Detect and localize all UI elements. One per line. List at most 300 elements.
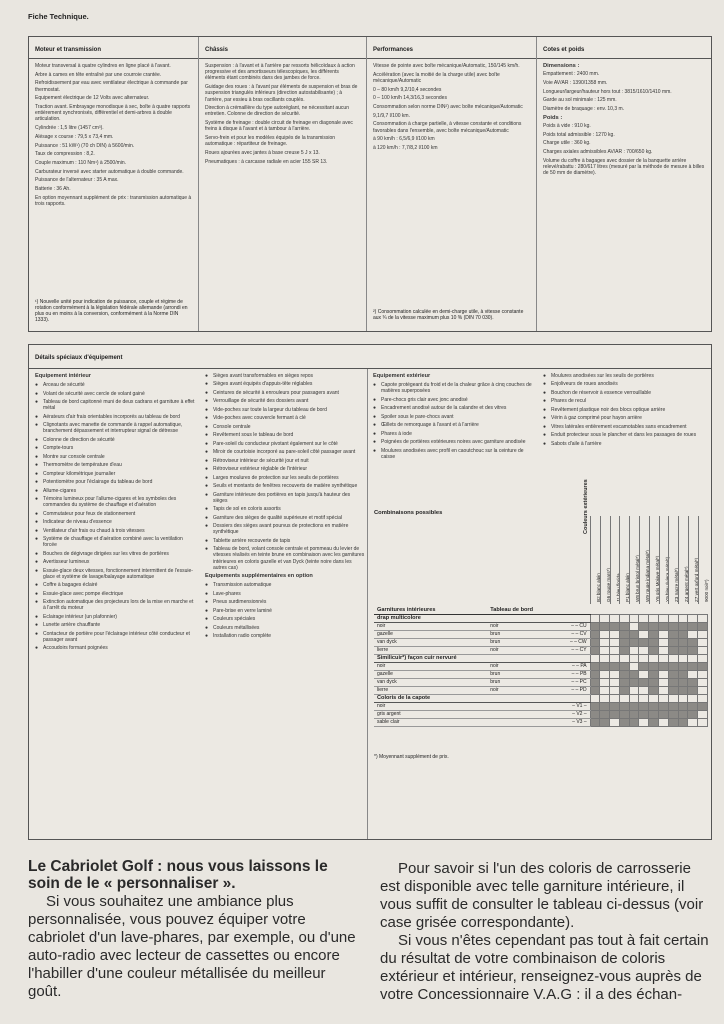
spec-line: Taux de compression : 8,2. [35, 151, 95, 158]
availability-cell [600, 670, 610, 678]
availability-cell [659, 638, 669, 646]
dash-value: noir [487, 686, 549, 694]
combination-code: – – PB [549, 670, 590, 678]
availability-cell [668, 686, 678, 694]
availability-cell [629, 702, 639, 710]
availability-cell [610, 702, 620, 710]
availability-cell [668, 646, 678, 654]
column-divider [367, 369, 368, 839]
equipment-item: ● Coffre à bagages éclairé [35, 582, 195, 588]
availability-cell [619, 630, 629, 638]
availability-cell [600, 646, 610, 654]
equipment-item: ● Pare-soleil du conducteur pivotant également sur le côté [205, 441, 365, 447]
dash-value: brun [487, 678, 549, 686]
spec-line: Arbre à cames en tête entraîné par une courroie crantée. [35, 71, 162, 78]
dash-value [487, 710, 549, 718]
performance-lines [367, 59, 536, 158]
availability-cell [659, 662, 669, 670]
color-column-header [600, 516, 610, 604]
color-column-header [678, 516, 688, 604]
spec-line: Consommation selon norme DIN²) avec boîte mécanique/Automatic [373, 104, 523, 111]
interior-value: sable clair [374, 718, 487, 726]
availability-cell [698, 686, 708, 694]
availability-cell [698, 662, 708, 670]
weights-subheading: Poids : [543, 114, 563, 121]
spec-line: 0 – 100 km/h 14,3/16,3 secondes [373, 95, 447, 102]
availability-cell [688, 670, 698, 678]
color-label: G6 rouge mars*) [605, 568, 611, 602]
availability-cell [698, 718, 708, 726]
availability-cell [590, 646, 600, 654]
availability-cell [590, 670, 600, 678]
dash-value: brun [487, 638, 549, 646]
equipment-item: ● Sabots d'aile à l'arrière [543, 441, 709, 447]
availability-cell [688, 718, 698, 726]
availability-cell [649, 678, 659, 686]
availability-cell [688, 646, 698, 654]
interior-value: noir [374, 662, 487, 670]
availability-cell [688, 678, 698, 686]
equipment-item: ● Arceau de sécurité [35, 382, 195, 388]
color-label: J1 bleu florida [615, 573, 621, 602]
equipment-item: ● Essuie-glace avec pompe électrique [35, 591, 195, 597]
interior-value: gazelle [374, 630, 487, 638]
availability-cell [649, 638, 659, 646]
spec-line: Moteur transversal à quatre cylindres en ligne placé à l'avant. [35, 63, 171, 69]
equipment-item: ● Tapis de sol en coloris assortis [205, 506, 365, 512]
dash-value: brun [487, 670, 549, 678]
spec-line: Poids à vide : 910 kg. [543, 122, 591, 129]
equipment-item: ● Vide-poches avec couvercle fermant à clé [205, 415, 365, 421]
interior-value: lierre [374, 646, 487, 654]
interior-value: gazelle [374, 670, 487, 678]
spec-line: Equipement électrique de 12 Volts avec alternateur. [35, 95, 150, 102]
equipment-item: ● Tableau de bord capitonné muni de deux cadrans et garniture à effet métal [35, 399, 195, 411]
color-column-header [639, 516, 649, 604]
availability-cell [639, 710, 649, 718]
equipment-item: ● Compteur kilométrique journalier [35, 471, 195, 477]
colors-title: Couleurs extérieures [583, 479, 589, 534]
availability-cell [688, 622, 698, 630]
equipment-item: ● Lave-phares [205, 591, 365, 597]
equipment-item: ● Bouches de dégivrage dirigées sur les vitres de portières [35, 551, 195, 557]
availability-cell [649, 622, 659, 630]
equipment-item: ● Bouchon de réservoir à essence verrouillable [543, 390, 709, 396]
spec-line: Système de freinage : double circuit de freinage en diagonale avec freins à disque à l'avant et à tambour à l'arrière. [205, 120, 353, 133]
interior-value: lierre [374, 686, 487, 694]
combinations-table [374, 606, 708, 727]
color-column-header [629, 516, 639, 604]
table-row [374, 630, 708, 638]
combination-code: – – CY [549, 646, 590, 654]
combination-code: – – CU [549, 622, 590, 630]
bottom-right-text [380, 860, 714, 1004]
availability-cell [688, 630, 698, 638]
equipment-item: ● Dossiers des sièges avant pourvus de protections en matière synthétique [205, 523, 365, 535]
combinations-footnote: *) Moyennant supplément de prix. [374, 754, 449, 760]
availability-cell [590, 710, 600, 718]
chassis-heading: Châssis [199, 37, 366, 59]
availability-cell [590, 686, 600, 694]
dash-value: noir [487, 662, 549, 670]
table-row [374, 702, 708, 710]
equipment-item: ● Enjoliveurs de roues anodisés [543, 381, 709, 387]
availability-cell [698, 630, 708, 638]
equipment-item: ● Volant de sécurité avec cercle de volant gainé [35, 391, 195, 397]
spec-line: Vitesse de pointe avec boîte mécanique/Automatic, 150/145 km/h. [373, 63, 520, 69]
equipment-item: ● Enduit protecteur sous le plancher et dans les passages de roues [543, 432, 709, 438]
spec-line: Accélération (avec la moitié de la charge utile) avec boîte mécanique/Automatic [373, 71, 500, 84]
interior-value: gris argent [374, 710, 487, 718]
availability-cell [659, 718, 669, 726]
availability-cell [668, 638, 678, 646]
availability-cell [688, 710, 698, 718]
availability-cell [698, 638, 708, 646]
equipment-item: ● Phares de recul [543, 398, 709, 404]
availability-cell [698, 670, 708, 678]
spec-line: Suspension : à l'avant et à l'arrière par ressorts hélicoïdaux à action progressive et des amortisseurs télescopiques, les différents éléments étant combinés dans des jambes de force. [205, 63, 355, 82]
table-row [374, 646, 708, 654]
engine-lines [29, 59, 198, 214]
availability-cell [619, 710, 629, 718]
spec-line: Pneumatiques : à carcasse radiale en acier 155 SR 13. [205, 158, 328, 165]
equipment-item: ● Revêtement plastique noir des blocs optique arrière [543, 407, 709, 413]
spec-line: Refroidissement par eau avec ventilateur électrique à commande par thermostat. [35, 80, 188, 93]
availability-cell [678, 622, 688, 630]
spec-line: Alésage x course : 79,5 x 73,4 mm. [35, 133, 114, 140]
availability-cell [678, 686, 688, 694]
table-row [374, 662, 708, 670]
spec-line: 9,1/9,7 l/100 km. [373, 112, 410, 119]
availability-cell [688, 638, 698, 646]
table-row [374, 718, 708, 726]
equipment-item: ● Garniture intérieure des portières en tapis jusqu'à hauteur des sièges [205, 492, 365, 504]
color-label: Z3 nacre métal*) [674, 568, 680, 602]
combination-code: – – PD [549, 686, 590, 694]
availability-cell [629, 662, 639, 670]
color-column-header [619, 516, 629, 604]
equipment-item: ● Verrouillage de sécurité des dossiers avant [205, 398, 365, 404]
availability-cell [659, 710, 669, 718]
equipment-item: ● Revêtement sous le tableau de bord [205, 432, 365, 438]
availability-cell [610, 710, 620, 718]
equipment-item: ● Sièges avant équipés d'appuis-tête réglables [205, 381, 365, 387]
combination-code: – – PA [549, 662, 590, 670]
dimensions-subheading: Dimensions : [543, 63, 580, 69]
equipment-item: ● Compte-tours [35, 445, 195, 451]
equipment-item: ● Pare-brise en verre laminé [205, 608, 365, 614]
equipment-item: ● Ceintures de sécurité à enrouleurs pour passagers avant [205, 390, 365, 396]
availability-cell [659, 678, 669, 686]
availability-cell [649, 702, 659, 710]
availability-cell [659, 686, 669, 694]
availability-cell [600, 662, 610, 670]
equipment-item: ● Phares à iode [373, 431, 533, 437]
availability-cell [668, 630, 678, 638]
spec-line: Traction avant. Embrayage monodisque à sec, boîte à quatre rapports entièrement synchronisés, différentiel et demi-arbres à double articulation. [35, 104, 191, 123]
interior-equipment-col1 [35, 373, 195, 654]
availability-cell [698, 622, 708, 630]
availability-cell [600, 710, 610, 718]
equipment-item: ● Colonne de direction de sécurité [35, 437, 195, 443]
equipment-item: ● Transmission automatique [205, 582, 365, 588]
availability-cell [639, 686, 649, 694]
color-column-header [698, 516, 708, 604]
availability-cell [629, 678, 639, 686]
availability-cell [678, 710, 688, 718]
availability-cell [678, 630, 688, 638]
equipment-item: ● Tableau de bord, volant console centrale et pommeau du levier de vitesses réalisés en teinte brune en combinaison avec les garnitures intérieures en coloris gazelle et van Dyck (teinte noire dans les autres cas) [205, 546, 365, 570]
technical-specs-box [28, 36, 712, 332]
left-paragraph: Si vous souhaitez une ambiance plus personnalisée, vous pouvez équiper votre cabriolet d'un lave-phares, par exemple, ou d'une auto-radio avec lecteur de cassettes ou encore l'habiller d'une couleur métallisée du meilleur goût. [28, 893, 356, 1000]
interior-value: van dyck [374, 638, 487, 646]
equipment-item: ● Œillets de remorquage à l'avant et à l'arrière [373, 422, 533, 428]
availability-cell [659, 646, 669, 654]
color-column-header [649, 516, 659, 604]
equipment-item: ● Indicateur de niveau d'essence [35, 519, 195, 525]
availability-cell [668, 702, 678, 710]
availability-cell [688, 662, 698, 670]
availability-cell [639, 670, 649, 678]
dash-value [487, 702, 549, 710]
availability-cell [659, 622, 669, 630]
spec-line: En option moyennant supplément de prix : transmission automatique à trois rapports. [35, 194, 192, 207]
availability-cell [600, 630, 610, 638]
availability-cell [629, 622, 639, 630]
availability-cell [698, 678, 708, 686]
equipment-item: ● Essuie-glace deux vitesses, fonctionnement intermittent de l'essuie-glace et système de lavage/balayage automatique [35, 568, 195, 580]
availability-cell [629, 630, 639, 638]
availability-cell [639, 646, 649, 654]
equipment-item: ● Capote protégeant du froid et de la chaleur grâce à cinq couches de matières superposées [373, 382, 533, 394]
equipment-item: ● Pare-chocs gris clair avec jonc anodisé [373, 397, 533, 403]
color-column-header [688, 516, 698, 604]
performance-heading: Performances [367, 37, 536, 59]
availability-cell [649, 710, 659, 718]
interior-value: noir [374, 622, 487, 630]
group-heading: drap multicolore [374, 614, 590, 622]
equipment-item: ● Avertisseur lumineux [35, 559, 195, 565]
availability-cell [668, 622, 678, 630]
dash-value [487, 718, 549, 726]
spec-line: Consommation à charge partielle, à vitesse constante et conditions favorables dans l'ensemble, avec boîte mécanique/Automatic [373, 121, 522, 134]
equipment-item: ● Accoudoirs formant poignées [35, 645, 195, 651]
spec-line: Garde au sol minimale : 125 mm. [543, 97, 617, 104]
table-row [374, 638, 708, 646]
color-column-header [610, 516, 620, 604]
availability-cell [610, 622, 620, 630]
availability-cell [629, 710, 639, 718]
table-row [374, 622, 708, 630]
dimensions-body [537, 59, 711, 183]
equipment-item: ● Installation radio complète [205, 633, 365, 639]
equipment-item: ● Larges moulures de protection sur les seuils de portières [205, 475, 365, 481]
equipment-item: ● Extinction automatique des projecteurs lors de la mise en marche et à l'arrêt du moteur [35, 599, 195, 611]
availability-cell [619, 718, 629, 726]
combination-code: – V3 – [549, 718, 590, 726]
availability-cell [698, 710, 708, 718]
exterior-equipment-col2 [543, 373, 709, 449]
chassis-lines [199, 59, 366, 171]
availability-cell [610, 638, 620, 646]
equipment-item: ● Seuils et montants de fenêtres recouverts de matière synthétique [205, 483, 365, 489]
equipment-item: ● Spoiler sous le pare-chocs avant [373, 414, 533, 420]
equipment-item: ● Aérateurs d'air frais orientables incorporés au tableau de bord [35, 414, 195, 420]
availability-cell [590, 718, 600, 726]
equipment-item: ● Moulures anodisées avec profil en caoutchouc sur la ceinture de caisse [373, 448, 533, 460]
interior-value: van dyck [374, 678, 487, 686]
availability-cell [610, 686, 620, 694]
spec-line: Longueur/largeur/hauteur hors tout : 3815/1610/1410 mm. [543, 88, 672, 95]
availability-cell [649, 718, 659, 726]
spec-line: Cylindrée : 1,5 litre (1457 cm³). [35, 125, 104, 132]
table-row [374, 686, 708, 694]
availability-cell [639, 718, 649, 726]
equipment-item: ● Contacteur de portière pour l'éclairage intérieur côté conducteur et passager avant [35, 631, 195, 643]
availability-cell [649, 630, 659, 638]
performance-column [367, 37, 537, 331]
combination-code: – – CW [549, 638, 590, 646]
spec-line: à 90 km/h : 6,5/6,9 l/100 km [373, 136, 435, 143]
availability-cell [590, 622, 600, 630]
combination-code: – – PC [549, 678, 590, 686]
availability-cell [639, 622, 649, 630]
availability-cell [639, 630, 649, 638]
equipment-item: ● Rétroviseur intérieur de sécurité jour et nuit [205, 458, 365, 464]
combination-code: – – CV [549, 630, 590, 638]
availability-cell [610, 670, 620, 678]
combination-code: – V1 – [549, 702, 590, 710]
equipment-item: ● Thermomètre de température d'eau [35, 462, 195, 468]
color-label: Y9 bleu riviera métal*) [664, 556, 670, 602]
availability-cell [678, 670, 688, 678]
equipment-item: ● Sièges avant transformables en sièges repos [205, 373, 365, 379]
spec-line: à 120 km/h : 7,7/8,2 l/100 km [373, 145, 438, 152]
availability-cell [629, 686, 639, 694]
right-paragraph-1: Pour savoir si l'un des coloris de carrosserie est disponible avec telle garniture intérieure, il vous suffit de consulter le tableau ci-dessus (voir case grisée correspondante). [380, 860, 704, 931]
availability-cell [678, 646, 688, 654]
availability-cell [678, 702, 688, 710]
engine-heading: Moteur et transmission [29, 37, 198, 59]
availability-cell [629, 670, 639, 678]
equipment-item: ● Commutateur pour feux de stationnement [35, 511, 195, 517]
color-label: W8 brun bristol métal*) [635, 555, 641, 602]
equipment-item: ● Couleurs métallisées [205, 625, 365, 631]
availability-cell [639, 662, 649, 670]
equipment-item: ● Garniture des sièges de qualité supérieure et motif spécial [205, 515, 365, 521]
equipment-item: ● Vérin à gaz comprimé pour hayon arrière [543, 415, 709, 421]
spec-line: Batterie : 36 Ah. [35, 186, 71, 193]
availability-cell [688, 686, 698, 694]
table-row [374, 678, 708, 686]
availability-cell [600, 702, 610, 710]
availability-cell [619, 638, 629, 646]
availability-cell [639, 678, 649, 686]
availability-cell [590, 630, 600, 638]
availability-cell [668, 718, 678, 726]
availability-cell [659, 670, 669, 678]
equipment-item: ● Console centrale [205, 424, 365, 430]
availability-cell [600, 638, 610, 646]
spec-line: Servo-frein et pour les modèles équipés de la transmission automatique : répartiteur de freinage. [205, 135, 336, 148]
availability-cell [619, 702, 629, 710]
spec-line: Volume du coffre à bagages avec dossier de la banquette arrière relevé/rabattu : 280/617 litres (mesuré par la méthode de mesure à billes de 50 mm de diamètre). [543, 157, 705, 177]
equipment-item: ● Témoins lumineux pour l'allume-cigares et les symboles des commandes du système de chauffage et d'aération [35, 496, 195, 508]
availability-cell [678, 638, 688, 646]
availability-cell [668, 662, 678, 670]
availability-cell [619, 662, 629, 670]
spec-line: 0 – 80 km/h 9,2/10,4 secondes [373, 86, 442, 93]
availability-cell [619, 622, 629, 630]
availability-cell [678, 662, 688, 670]
optional-equipment-heading: Equipements supplémentaires en option [205, 573, 313, 580]
availability-cell [678, 678, 688, 686]
bottom-left-text [28, 858, 358, 1001]
availability-cell [649, 670, 659, 678]
exterior-equipment-col1 [373, 373, 533, 462]
spec-line: Roues ajourées avec jantes à base creuse 5 J x 13. [205, 149, 320, 156]
equipment-item: ● Potentiomètre pour l'éclairage du tableau de bord [35, 479, 195, 485]
color-label: W9 rouge indiana métal*) [645, 550, 650, 602]
equipment-item: ● Clignotants avec manette de commande à rappel automatique, branchement dépassement et interrupteur signal de détresse [35, 422, 195, 434]
equipment-item: ● Encadrement anodisé autour de la calandre et des vitres [373, 405, 533, 411]
equipment-item: ● Montre sur console centrale [35, 454, 195, 460]
availability-cell [629, 638, 639, 646]
spec-line: Carburateur inversé avec starter automatique à double commande. [35, 168, 184, 175]
combinations-title: Combinaisons possibles [374, 510, 443, 516]
spec-line: Couple maximum : 110 Nm¹) à 2500/min. [35, 159, 127, 166]
availability-cell [600, 686, 610, 694]
equipment-item: ● Eclairage intérieur (un plafonnier) [35, 614, 195, 620]
availability-cell [629, 646, 639, 654]
table-row [374, 670, 708, 678]
color-column-header [590, 516, 600, 604]
equipment-heading: Détails spéciaux d'équipement [29, 345, 711, 369]
availability-cell [659, 702, 669, 710]
dash-value: brun [487, 630, 549, 638]
availability-cell [590, 662, 600, 670]
availability-cell [659, 630, 669, 638]
equipment-item: ● Pneus surdimensionnés [205, 599, 365, 605]
color-label: B2 blanc alpin [596, 573, 601, 602]
availability-cell [668, 678, 678, 686]
equipment-item: ● Vide-poches sur toute la largeur du tableau de bord [205, 407, 365, 413]
group-heading: Coloris de la capote [374, 694, 590, 702]
equipment-item: ● Moulures anodisées sur les seuils de portières [543, 373, 709, 379]
color-column-header [668, 516, 678, 604]
headline: Le Cabriolet Golf : nous vous laissons le soin de le « personnaliser ». [28, 858, 328, 892]
availability-cell [590, 638, 600, 646]
equipment-item: ● Rétroviseur extérieur réglable de l'intérieur [205, 466, 365, 472]
color-label: Z7 vert oxford métal*) [694, 557, 699, 602]
availability-cell [600, 678, 610, 686]
equipment-item: ● Couleurs spéciales [205, 616, 365, 622]
availability-cell [639, 702, 649, 710]
equipment-item: ● Poignées de portières extérieures noires avec garniture anodisée [373, 439, 533, 445]
combination-code: – V2 – [549, 710, 590, 718]
dash-col-header: Tableau de bord [487, 606, 590, 614]
availability-cell [610, 646, 620, 654]
availability-cell [619, 670, 629, 678]
spec-line: Charge utile : 360 kg. [543, 140, 591, 147]
availability-cell [668, 670, 678, 678]
spec-line: Diamètre de braquage : env. 10,3 m. [543, 106, 625, 113]
equipment-item: ● Système de chauffage et d'aération combiné avec la ventilation forcée [35, 536, 195, 548]
interior-equipment-col2 [205, 373, 365, 642]
availability-cell [649, 646, 659, 654]
color-column-header [659, 516, 669, 604]
availability-cell [610, 678, 620, 686]
